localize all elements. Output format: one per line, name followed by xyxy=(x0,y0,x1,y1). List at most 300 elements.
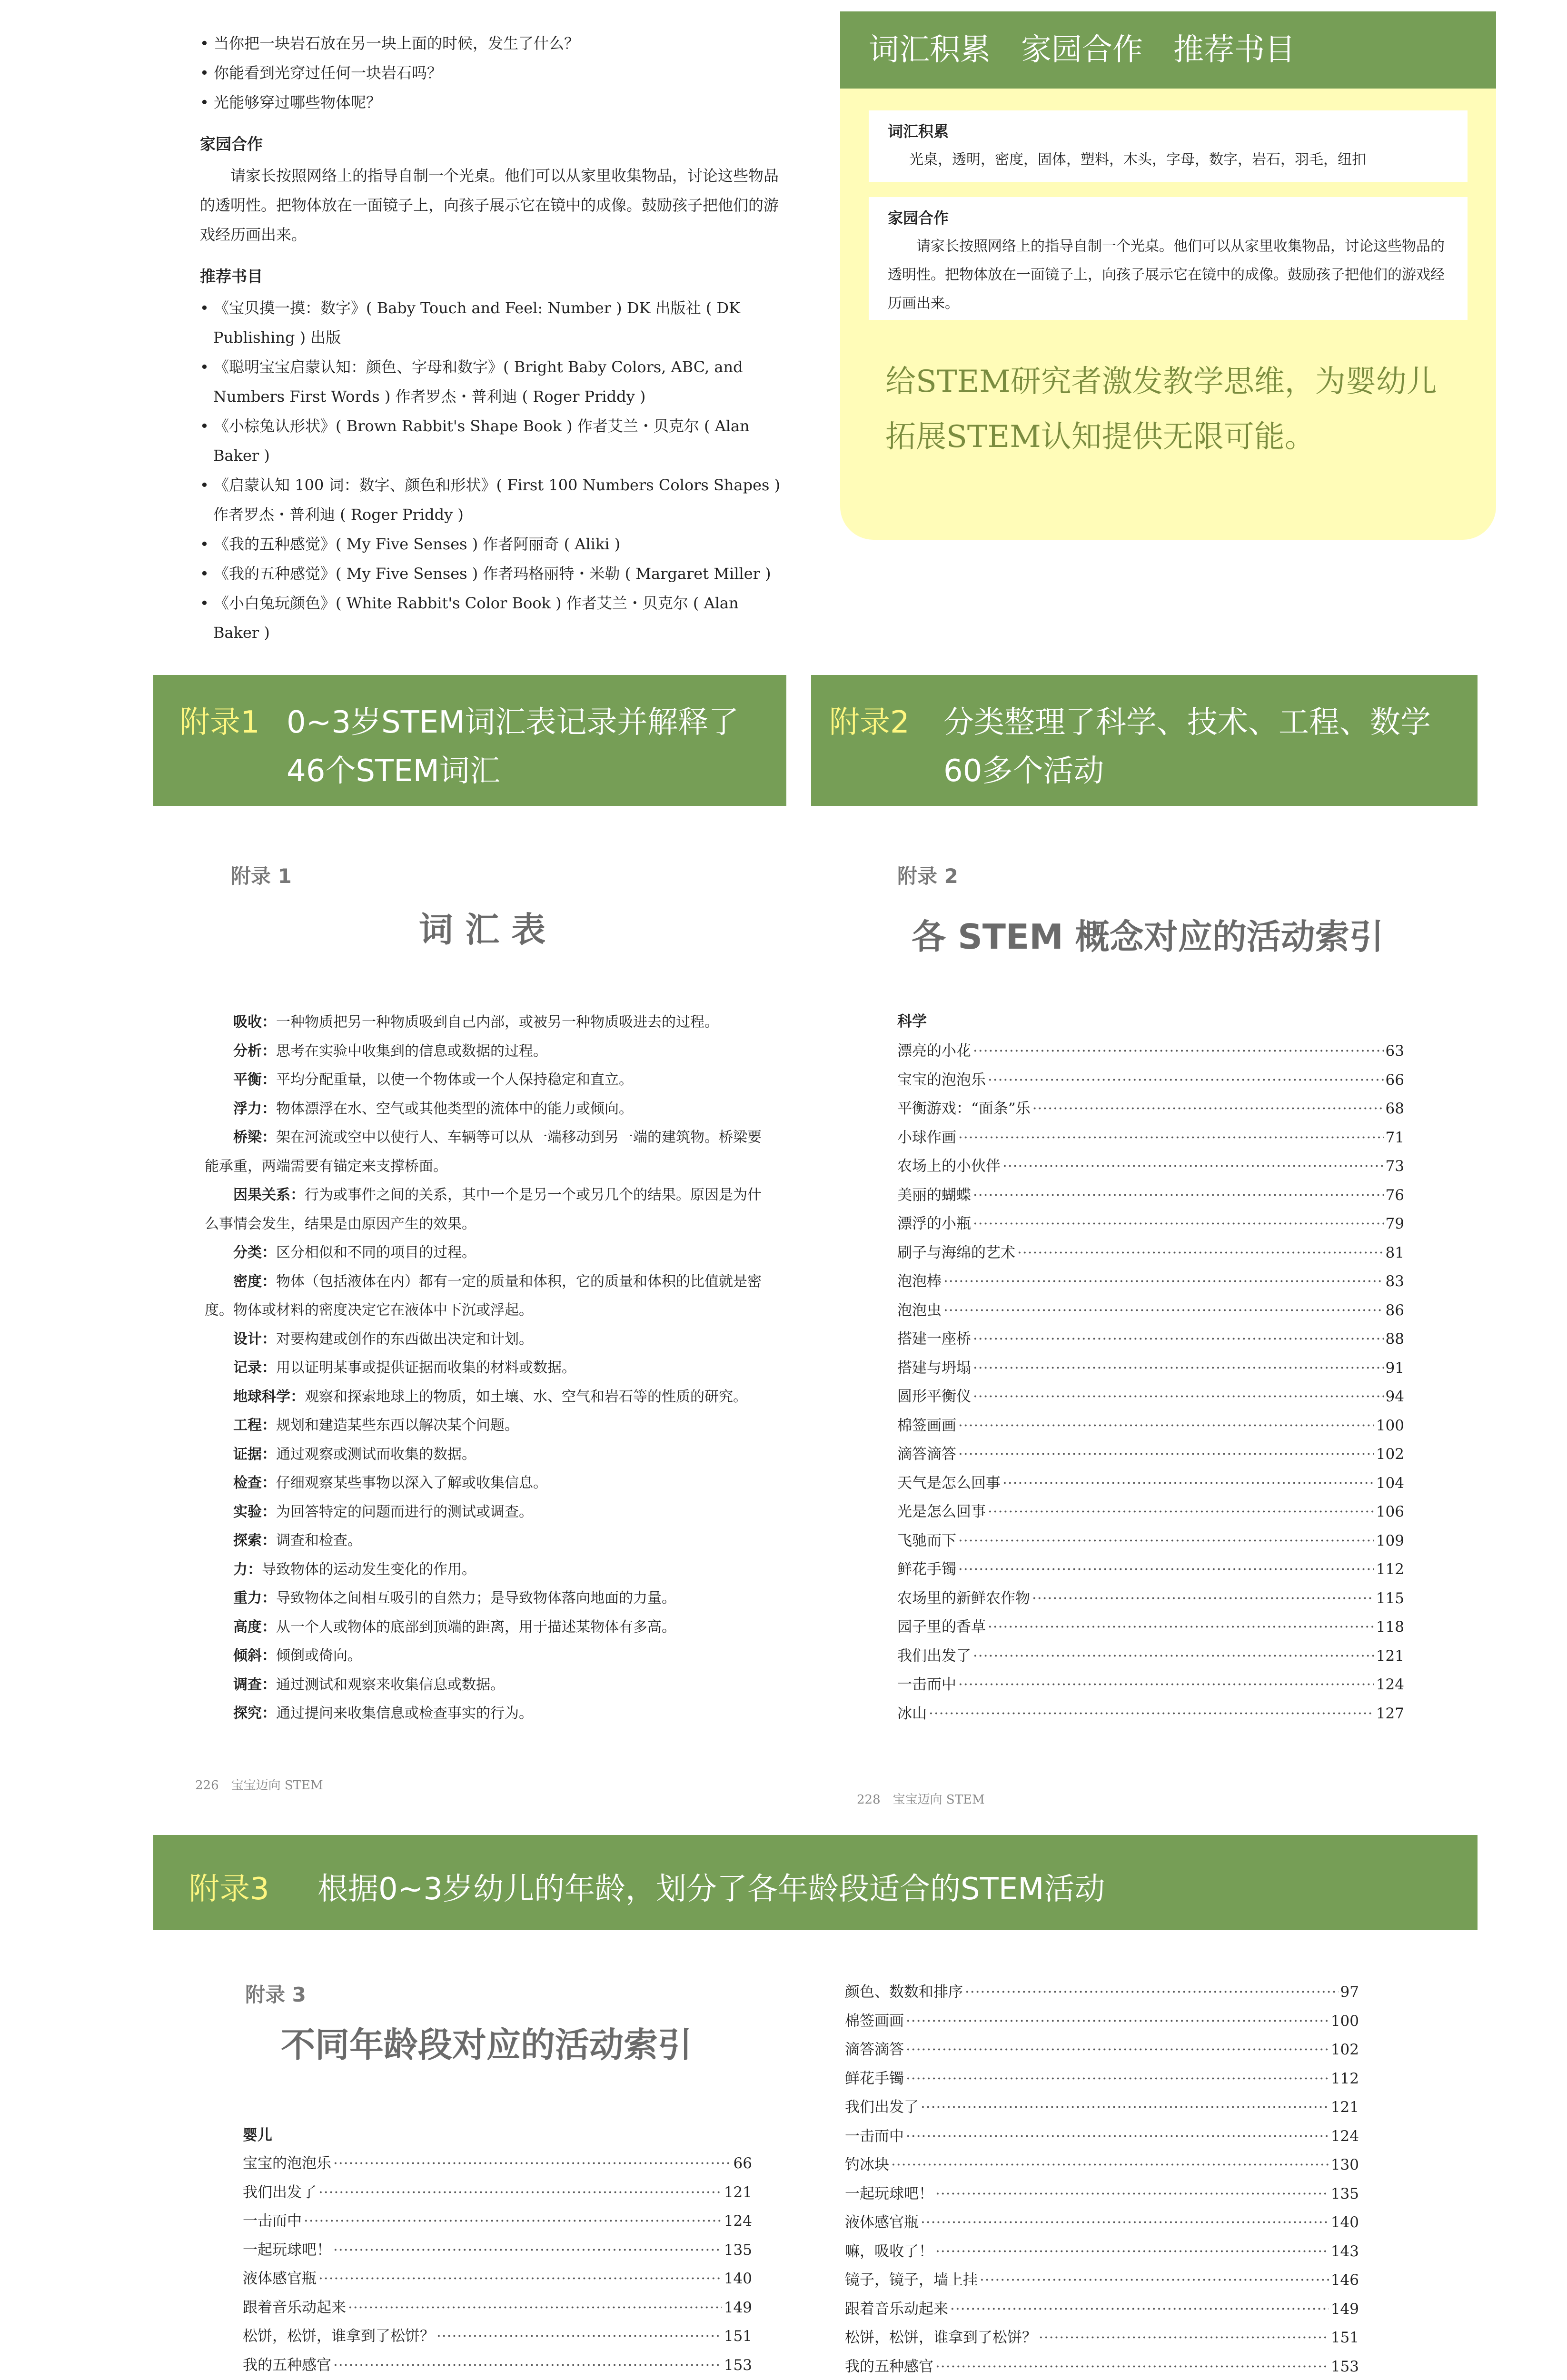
index-page: 121 xyxy=(1376,1647,1404,1665)
banner-appendix-2 xyxy=(811,675,1478,806)
index-leader-dots xyxy=(973,1181,1384,1210)
glossary-definition: 思考在实验中收集到的信息或数据的过程。 xyxy=(276,1042,547,1060)
index-page: 112 xyxy=(1330,2070,1359,2087)
glossary-term: 密度： xyxy=(233,1273,276,1290)
index-leader-dots xyxy=(318,2264,722,2293)
index-title: 一击而中 xyxy=(243,2212,302,2230)
index-leader-dots xyxy=(958,1555,1374,1584)
index-page: 91 xyxy=(1385,1359,1404,1377)
index-leader-dots xyxy=(935,2237,1329,2266)
index-row xyxy=(897,1066,1404,1095)
book-item: • 《启蒙认知 100 词：数字、颜色和形状》( First 100 Numbers Colors Shapes ) 作者罗杰・普利迪 ( Roger Priddy ) xyxy=(200,470,785,529)
summary-card xyxy=(840,11,1496,540)
index-page: 135 xyxy=(1330,2185,1359,2202)
book-item: • 《小白兔玩颜色》( White Rabbit's Color Book ) 作者艾兰・贝克尔 ( Alan Baker ) xyxy=(200,588,785,647)
index-row xyxy=(845,2093,1359,2122)
index-title: 棉签画画 xyxy=(845,2012,904,2030)
index-leader-dots xyxy=(973,1210,1384,1239)
index-row xyxy=(897,1642,1404,1671)
index-title: 漂亮的小花 xyxy=(897,1042,971,1060)
glossary-definition: 区分相似和不同的项目的过程。 xyxy=(276,1244,476,1261)
index-row xyxy=(845,2180,1359,2209)
index-page: 76 xyxy=(1385,1186,1404,1204)
index-title: 一击而中 xyxy=(845,2127,904,2145)
glossary-definition: 架在河流或空中以使行人、车辆等可以从一端移动到另一端的建筑物。桥梁要能承重，两端需要有锚定来支撑桥面。 xyxy=(205,1129,762,1175)
index-title: 小球作画 xyxy=(897,1129,956,1146)
index-row xyxy=(897,1094,1404,1123)
index-row xyxy=(845,2295,1359,2324)
glossary-definition: 通过观察或测试而收集的数据。 xyxy=(276,1446,476,1463)
glossary-definition: 行为或事件之间的关系，其中一个是另一个或另几个的结果。原因是为什么事情会发生，结果是由原因产生的效果。 xyxy=(205,1187,762,1232)
index-title: 钓冰块 xyxy=(845,2156,889,2173)
index-leader-dots xyxy=(348,2293,722,2322)
glossary-definition: 观察和探索地球上的物质，如土壤、水、空气和岩石等的性质的研究。 xyxy=(305,1388,747,1405)
index-row xyxy=(897,1325,1404,1354)
index-page: 102 xyxy=(1330,2041,1359,2058)
glossary-term: 平衡： xyxy=(233,1071,276,1088)
card-home-text: 请家长按照网络上的指导自制一个光桌。他们可以从家里收集物品，讨论这些物品的透明性。把物体放在一面镜子上，向孩子展示它在镜中的成像。鼓励孩子把他们的游戏经历画出来。 xyxy=(888,238,1445,312)
index-leader-dots xyxy=(943,1296,1384,1325)
glossary-entry xyxy=(205,1527,774,1556)
index-title: 一起玩球吧！ xyxy=(845,2185,933,2202)
index-leader-dots xyxy=(958,1527,1374,1556)
index-title: 鲜花手镯 xyxy=(845,2070,904,2087)
glossary-term: 证据： xyxy=(233,1446,276,1463)
index-page: 121 xyxy=(1330,2099,1359,2116)
home-heading: 家园合作 xyxy=(200,135,263,153)
glossary-entry xyxy=(205,1642,774,1671)
glossary-definition: 仔细观察某些事物以深入了解或收集信息。 xyxy=(276,1475,547,1491)
index-page: 102 xyxy=(1376,1446,1404,1463)
index-title: 搭建与坍塌 xyxy=(897,1359,971,1377)
index-title: 泡泡虫 xyxy=(897,1301,942,1319)
index-row xyxy=(845,2064,1359,2093)
index-leader-dots xyxy=(906,2007,1329,2036)
glossary-term: 检查： xyxy=(233,1475,276,1491)
index-page: 127 xyxy=(1376,1705,1404,1722)
index-leader-dots xyxy=(988,1613,1374,1642)
index-title: 我的五种感官 xyxy=(845,2358,933,2375)
glossary-entry xyxy=(205,1239,774,1268)
top-left-page xyxy=(200,29,785,647)
index-title: 光是怎么回事 xyxy=(897,1503,986,1520)
index-title: 我们出发了 xyxy=(243,2183,317,2201)
glossary-definition: 为回答特定的问题而进行的测试或调查。 xyxy=(276,1503,533,1520)
index-page: 73 xyxy=(1385,1158,1404,1175)
index-leader-dots xyxy=(943,1267,1384,1296)
index-title: 滴答滴答 xyxy=(897,1446,956,1463)
index-title: 宝宝的泡泡乐 xyxy=(897,1071,986,1089)
glossary-term: 调查： xyxy=(233,1676,276,1693)
glossary-entry xyxy=(205,1699,774,1728)
index-leader-dots xyxy=(973,1382,1384,1411)
index-row xyxy=(897,1440,1404,1469)
appendix-2-title: 各 STEM 概念对应的活动索引 xyxy=(912,917,1384,957)
index-leader-dots xyxy=(958,1123,1384,1152)
glossary-definition: 对要构建或创作的东西做出决定和计划。 xyxy=(276,1330,533,1348)
index-title: 跟着音乐动起来 xyxy=(845,2300,948,2318)
index-row xyxy=(845,2323,1359,2352)
index-leader-dots xyxy=(333,2236,722,2265)
index-leader-dots xyxy=(950,2295,1329,2324)
index-leader-dots xyxy=(935,2180,1329,2209)
vocab-label: 词汇积累 xyxy=(888,122,949,140)
index-page: 63 xyxy=(1385,1042,1404,1060)
glossary xyxy=(205,1008,774,1728)
index-row xyxy=(897,1670,1404,1699)
banner-2-label: 附录2 xyxy=(829,705,910,740)
appendix-2-index xyxy=(897,1037,1404,1728)
index-page: 66 xyxy=(1385,1071,1404,1089)
index-page: 112 xyxy=(1376,1561,1404,1578)
index-leader-dots xyxy=(973,1354,1384,1383)
index-title: 滴答滴答 xyxy=(845,2041,904,2058)
index-leader-dots xyxy=(958,1440,1374,1469)
glossary-definition: 一种物质把另一种物质吸到自己内部，或被另一种物质吸进去的过程。 xyxy=(276,1014,719,1031)
index-row xyxy=(243,2264,752,2293)
index-page: 109 xyxy=(1376,1532,1404,1549)
home-text: 请家长按照网络上的指导自制一个光桌。他们可以从家里收集物品，讨论这些物品的透明性。把物体放在一面镜子上，向孩子展示它在镜中的成像。鼓励孩子把他们的游戏经历画出来。 xyxy=(200,167,779,244)
index-page: 151 xyxy=(724,2328,752,2345)
glossary-entry xyxy=(205,1268,774,1325)
glossary-definition: 通过测试和观察来收集信息或数据。 xyxy=(276,1676,505,1693)
index-page: 88 xyxy=(1385,1330,1404,1348)
glossary-entry xyxy=(205,1584,774,1613)
glossary-definition: 用以证明某事或提供证据而收集的材料或数据。 xyxy=(276,1359,576,1376)
index-row xyxy=(897,1527,1404,1556)
index-leader-dots xyxy=(980,2266,1329,2295)
book-item: • 《宝贝摸一摸：数字》( Baby Touch and Feel: Number ) DK 出版社 ( DK Publishing ) 出版 xyxy=(200,293,785,352)
appendix-3-label: 附录 3 xyxy=(245,1983,306,2006)
index-title: 液体感官瓶 xyxy=(243,2270,317,2287)
index-title: 松饼，松饼，谁拿到了松饼？ xyxy=(845,2329,1037,2346)
appendix-3-right-index xyxy=(845,1978,1359,2380)
index-row xyxy=(845,1978,1359,2007)
infant-index xyxy=(243,2149,752,2380)
index-leader-dots xyxy=(958,1411,1374,1440)
index-title: 棉签画画 xyxy=(897,1417,956,1434)
card-home-label: 家园合作 xyxy=(888,209,949,227)
glossary-term: 倾斜： xyxy=(233,1647,276,1664)
index-leader-dots xyxy=(973,1642,1374,1671)
index-title: 嘛，吸收了！ xyxy=(845,2242,933,2260)
index-row xyxy=(897,1152,1404,1181)
index-title: 我的五种感官 xyxy=(243,2356,331,2374)
index-row xyxy=(845,2035,1359,2064)
glossary-term: 工程： xyxy=(233,1417,276,1434)
index-row xyxy=(897,1267,1404,1296)
home-box xyxy=(869,197,1468,320)
index-leader-dots xyxy=(973,1037,1384,1066)
index-title: 搭建一座桥 xyxy=(897,1330,971,1348)
index-leader-dots xyxy=(318,2178,722,2207)
glossary-entry xyxy=(205,1469,774,1498)
index-row xyxy=(897,1382,1404,1411)
glossary-definition: 导致物体的运动发生变化的作用。 xyxy=(262,1561,476,1578)
index-title: 跟着音乐动起来 xyxy=(243,2299,346,2316)
index-row xyxy=(897,1296,1404,1325)
index-leader-dots xyxy=(921,2208,1329,2237)
index-row xyxy=(845,2208,1359,2237)
index-page: 124 xyxy=(1330,2127,1359,2145)
glossary-entry xyxy=(205,1671,774,1700)
appendix-1-label: 附录 1 xyxy=(231,864,292,888)
glossary-entry xyxy=(205,1095,774,1124)
index-leader-dots xyxy=(304,2207,722,2236)
book-item: • 《我的五种感觉》( My Five Senses ) 作者玛格丽特・米勒 ( Margaret Miller ) xyxy=(200,559,785,588)
index-leader-dots xyxy=(1017,1239,1384,1268)
index-row xyxy=(243,2207,752,2236)
index-page: 83 xyxy=(1385,1273,1404,1290)
index-row xyxy=(243,2178,752,2207)
vocab-box xyxy=(869,110,1468,182)
index-page: 106 xyxy=(1376,1503,1404,1520)
index-row xyxy=(845,2237,1359,2266)
index-row xyxy=(897,1584,1404,1613)
vocab-text: 光桌，透明，密度，固体，塑料，木头，字母，数字，岩石，羽毛，纽扣 xyxy=(909,151,1366,168)
question-list xyxy=(200,29,785,117)
glossary-entry xyxy=(205,1411,774,1440)
index-title: 美丽的蝴蝶 xyxy=(897,1186,971,1204)
glossary-term: 高度： xyxy=(233,1618,276,1636)
index-page: 143 xyxy=(1330,2242,1359,2260)
index-title: 圆形平衡仪 xyxy=(897,1388,971,1405)
index-page: 124 xyxy=(1376,1676,1404,1693)
glossary-term: 分类： xyxy=(233,1244,276,1261)
banner-1-label: 附录1 xyxy=(179,705,260,740)
banner-1-line1: 0~3岁STEM词汇表记录并解释了 xyxy=(287,705,739,740)
glossary-entry xyxy=(205,1354,774,1383)
index-row xyxy=(897,1555,1404,1584)
index-page: 149 xyxy=(724,2299,752,2316)
index-page: 115 xyxy=(1376,1589,1404,1607)
banner-appendix-3 xyxy=(153,1835,1478,1930)
glossary-entry xyxy=(205,1613,774,1642)
index-page: 79 xyxy=(1385,1215,1404,1232)
index-leader-dots xyxy=(929,1699,1374,1728)
index-row xyxy=(243,2293,752,2322)
index-leader-dots xyxy=(921,2093,1329,2122)
index-title: 园子里的香草 xyxy=(897,1618,986,1636)
book-item: • 《小棕兔认形状》( Brown Rabbit's Shape Book ) 作者艾兰・贝克尔 ( Alan Baker ) xyxy=(200,411,785,470)
appendix-2-section: 科学 xyxy=(897,1013,927,1030)
glossary-entry xyxy=(205,1440,774,1469)
glossary-term: 地球科学： xyxy=(233,1388,305,1405)
question-item: • 你能看到光穿过任何一块岩石吗？ xyxy=(200,58,785,88)
index-page: 151 xyxy=(1330,2329,1359,2346)
index-title: 平衡游戏：“面条”乐 xyxy=(897,1100,1031,1117)
index-page: 118 xyxy=(1376,1618,1404,1636)
index-title: 宝宝的泡泡乐 xyxy=(243,2155,331,2172)
index-row xyxy=(897,1497,1404,1527)
glossary-entry xyxy=(205,1383,774,1412)
index-page: 124 xyxy=(724,2212,752,2230)
books-heading: 推荐书目 xyxy=(200,267,263,286)
glossary-term: 实验： xyxy=(233,1503,276,1520)
banner-1-line2: 46个STEM词汇 xyxy=(287,754,500,789)
glossary-term: 浮力： xyxy=(233,1100,276,1117)
index-title: 天气是怎么回事 xyxy=(897,1474,1001,1492)
index-leader-dots xyxy=(436,2322,722,2351)
appendix-2-label: 附录 2 xyxy=(897,864,958,888)
glossary-term: 探究： xyxy=(233,1705,276,1722)
index-row xyxy=(243,2351,752,2380)
index-row xyxy=(897,1469,1404,1498)
banner-3-text: 根据0~3岁幼儿的年龄，划分了各年龄段适合的STEM活动 xyxy=(317,1872,1105,1907)
index-title: 漂浮的小瓶 xyxy=(897,1215,971,1232)
index-row xyxy=(845,2352,1359,2380)
glossary-definition: 物体漂浮在水、空气或其他类型的流体中的能力或倾向。 xyxy=(276,1100,633,1117)
glossary-entry xyxy=(205,1123,774,1181)
banner-2-line2: 60多个活动 xyxy=(943,754,1104,789)
book-list xyxy=(200,293,785,647)
index-page: 153 xyxy=(1330,2358,1359,2375)
index-page: 100 xyxy=(1330,2012,1359,2030)
glossary-term: 重力： xyxy=(233,1590,276,1606)
index-page: 66 xyxy=(733,2155,752,2172)
glossary-entry xyxy=(205,1008,774,1037)
question-item: • 当你把一块岩石放在另一块上面的时候，发生了什么？ xyxy=(200,29,785,58)
index-row xyxy=(243,2149,752,2178)
index-page: 135 xyxy=(724,2241,752,2259)
index-title: 鲜花手镯 xyxy=(897,1561,956,1578)
index-page: 86 xyxy=(1385,1301,1404,1319)
index-row xyxy=(845,2122,1359,2151)
index-leader-dots xyxy=(1032,1094,1384,1123)
appendix-1-title: 词 汇 表 xyxy=(419,910,546,950)
index-row xyxy=(243,2322,752,2351)
glossary-definition: 平均分配重量，以使一个物体或一个人保持稳定和直立。 xyxy=(276,1071,633,1088)
book-item: • 《我的五种感觉》( My Five Senses ) 作者阿丽奇 ( Aliki ) xyxy=(200,529,785,559)
index-title: 液体感官瓶 xyxy=(845,2214,919,2231)
index-title: 农场上的小伙伴 xyxy=(897,1158,1001,1175)
index-title: 冰山 xyxy=(897,1705,927,1722)
infant-heading: 婴儿 xyxy=(243,2127,272,2144)
index-page: 94 xyxy=(1385,1388,1404,1405)
index-leader-dots xyxy=(988,1066,1384,1095)
glossary-entry xyxy=(205,1066,774,1095)
index-title: 刷子与海绵的艺术 xyxy=(897,1244,1015,1261)
glossary-term: 因果关系： xyxy=(233,1187,305,1203)
index-title: 我们出发了 xyxy=(897,1647,971,1665)
index-leader-dots xyxy=(973,1325,1384,1354)
appendix-1-footer: 226 宝宝迈向 STEM xyxy=(195,1778,323,1793)
glossary-entry xyxy=(205,1181,774,1239)
index-page: 140 xyxy=(1330,2214,1359,2231)
index-title: 一起玩球吧！ xyxy=(243,2241,331,2259)
glossary-term: 吸收： xyxy=(233,1014,276,1031)
index-title: 镜子，镜子，墙上挂 xyxy=(845,2271,978,2289)
index-page: 71 xyxy=(1385,1129,1404,1146)
glossary-entry xyxy=(205,1498,774,1527)
index-leader-dots xyxy=(906,2064,1329,2093)
index-page: 100 xyxy=(1376,1417,1404,1434)
index-leader-dots xyxy=(333,2351,722,2380)
index-leader-dots xyxy=(958,1670,1374,1699)
index-leader-dots xyxy=(988,1497,1374,1527)
glossary-definition: 规划和建造某些东西以解决某个问题。 xyxy=(276,1417,519,1434)
glossary-term: 桥梁： xyxy=(233,1129,276,1146)
index-leader-dots xyxy=(935,2352,1329,2380)
index-row xyxy=(897,1210,1404,1239)
index-page: 68 xyxy=(1385,1100,1404,1117)
glossary-term: 探索： xyxy=(233,1532,276,1549)
index-page: 140 xyxy=(724,2270,752,2287)
card-header: 词汇积累 家园合作 推荐书目 xyxy=(840,11,1496,89)
index-leader-dots xyxy=(906,2035,1329,2064)
banner-appendix-1 xyxy=(153,675,786,806)
index-row xyxy=(897,1123,1404,1152)
index-row xyxy=(845,2266,1359,2295)
index-row xyxy=(897,1613,1404,1642)
glossary-entry xyxy=(205,1037,774,1066)
index-title: 飞驰而下 xyxy=(897,1532,956,1549)
index-row xyxy=(243,2236,752,2265)
glossary-definition: 倾倒或倚向。 xyxy=(276,1647,362,1664)
banner-3-label: 附录3 xyxy=(189,1872,269,1907)
glossary-definition: 通过提问来收集信息或检查事实的行为。 xyxy=(276,1705,533,1722)
index-page: 121 xyxy=(724,2183,752,2201)
index-title: 农场里的新鲜农作物 xyxy=(897,1589,1030,1607)
index-page: 153 xyxy=(724,2356,752,2374)
index-title: 泡泡棒 xyxy=(897,1273,942,1290)
banner-2-line1: 分类整理了科学、技术、工程、数学 xyxy=(943,705,1431,740)
index-leader-dots xyxy=(891,2151,1329,2180)
glossary-term: 力： xyxy=(233,1561,262,1578)
index-leader-dots xyxy=(1002,1469,1374,1498)
index-row xyxy=(897,1699,1404,1728)
glossary-term: 设计： xyxy=(233,1330,276,1348)
glossary-entry xyxy=(205,1325,774,1354)
index-leader-dots xyxy=(1032,1584,1374,1613)
index-row xyxy=(845,2151,1359,2180)
index-row xyxy=(897,1354,1404,1383)
card-slogan: 给STEM研究者激发教学思维，为婴幼儿拓展STEM认知提供无限可能。 xyxy=(885,364,1437,455)
appendix-2-footer: 228 宝宝迈向 STEM xyxy=(857,1793,985,1807)
index-row xyxy=(845,2007,1359,2036)
index-page: 146 xyxy=(1330,2271,1359,2289)
index-leader-dots xyxy=(1039,2323,1329,2352)
glossary-definition: 从一个人或物体的底部到顶端的距离，用于描述某物体有多高。 xyxy=(276,1618,676,1636)
book-item: • 《聪明宝宝启蒙认知：颜色、字母和数字》( Bright Baby Colors, ABC, and Numbers First Words ) 作者罗杰・普利迪 ( Roger Priddy ) xyxy=(200,352,785,411)
index-row xyxy=(897,1239,1404,1268)
index-leader-dots xyxy=(1002,1152,1384,1181)
index-page: 97 xyxy=(1340,1983,1359,2001)
index-row xyxy=(897,1181,1404,1210)
index-row xyxy=(897,1037,1404,1066)
index-title: 颜色、数数和排序 xyxy=(845,1983,963,2001)
index-title: 松饼，松饼，谁拿到了松饼？ xyxy=(243,2328,435,2345)
glossary-entry xyxy=(205,1556,774,1585)
index-page: 130 xyxy=(1330,2156,1359,2173)
glossary-definition: 调查和检查。 xyxy=(276,1532,362,1549)
index-leader-dots xyxy=(906,2122,1329,2151)
question-item: • 光能够穿过哪些物体呢？ xyxy=(200,88,785,117)
appendix-3-title: 不同年龄段对应的活动索引 xyxy=(281,2025,693,2065)
glossary-term: 分析： xyxy=(233,1042,276,1060)
index-leader-dots xyxy=(965,1978,1339,2007)
index-title: 我们出发了 xyxy=(845,2099,919,2116)
glossary-definition: 导致物体之间相互吸引的自然力；是导致物体落向地面的力量。 xyxy=(276,1590,676,1606)
glossary-definition: 物体（包括液体在内）都有一定的质量和体积，它的质量和体积的比值就是密度。物体或材料的密度决定它在液体中下沉或浮起。 xyxy=(205,1273,762,1319)
index-page: 81 xyxy=(1385,1244,1404,1261)
index-title: 一击而中 xyxy=(897,1676,956,1693)
index-page: 104 xyxy=(1376,1474,1404,1492)
index-leader-dots xyxy=(333,2149,732,2178)
index-page: 149 xyxy=(1330,2300,1359,2318)
index-row xyxy=(897,1411,1404,1440)
glossary-term: 记录： xyxy=(233,1359,276,1376)
